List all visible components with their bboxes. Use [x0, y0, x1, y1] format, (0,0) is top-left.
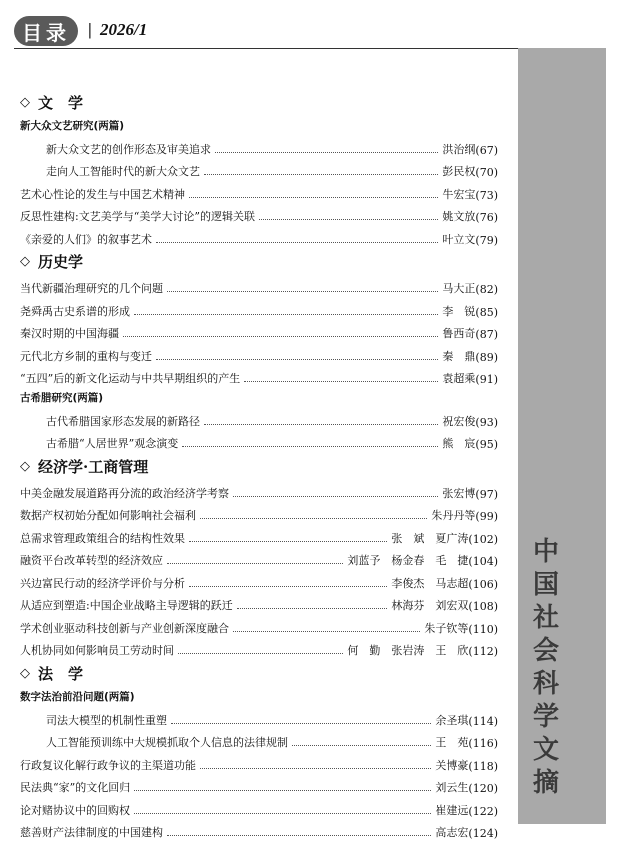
entry-page: (99) [475, 510, 498, 523]
journal-title-char: 社 [532, 603, 559, 633]
section-heading [20, 453, 498, 479]
entry-title: 新大众文艺的创作形态及审美追求 [46, 142, 211, 156]
entry-author: 马大正 [442, 282, 476, 295]
entry-title: 尧舜禹古史系谱的形成 [20, 304, 130, 318]
entry-page: (89) [475, 350, 498, 364]
toc-entry[interactable] [20, 729, 498, 752]
section-title: 经济学·工商管理 [38, 457, 149, 476]
group-heading: 新大众文艺研究(两篇) [20, 119, 125, 132]
toc-entry[interactable] [20, 225, 498, 248]
entry-title: 民法典“家”的文化回归 [20, 781, 131, 794]
dot-leader [292, 745, 431, 746]
entry-author: 高志宏 [435, 826, 469, 839]
journal-title-char: 会 [532, 636, 559, 666]
entry-title: 秦汉时期的中国海疆 [20, 327, 119, 340]
entry-title: 中美金融发展道路再分流的政治经济学考察 [20, 486, 229, 500]
toc-entry[interactable] [20, 430, 498, 453]
entry-title: 古代希腊国家形态发展的新路径 [46, 414, 200, 428]
entry-page: (79) [475, 233, 498, 247]
dot-leader [233, 496, 438, 497]
dot-leader [123, 336, 438, 337]
entry-title: 从适应到塑造:中国企业战略主导逻辑的跃迁 [20, 599, 233, 612]
entry-author: 姚文放 [442, 210, 476, 223]
toc-entry[interactable] [20, 819, 498, 842]
entry-author: 朱子钦等 [424, 621, 469, 635]
section-heading [20, 89, 498, 115]
toc-entry[interactable] [20, 365, 498, 388]
dot-leader [134, 314, 438, 315]
entry-title: 元代北方乡制的重构与变迁 [20, 349, 152, 363]
dot-leader [189, 541, 387, 542]
entry-author: 李俊杰 马志超 [391, 576, 469, 590]
toc-entry[interactable] [20, 203, 498, 226]
toc-entry[interactable] [20, 547, 498, 570]
section-title: 法 学 [38, 664, 84, 683]
entry-page: (73) [475, 188, 498, 202]
entry-title: 当代新疆治理研究的几个问题 [20, 282, 163, 295]
toc-entry[interactable] [20, 180, 498, 203]
dot-leader [156, 242, 438, 243]
toc-entry[interactable] [20, 592, 498, 615]
entry-author: 刘云生 [435, 781, 469, 794]
entry-author: 林海芬 刘宏双 [391, 599, 469, 612]
entry-page: (108) [468, 600, 498, 613]
entry-page: (93) [475, 415, 498, 429]
journal-title-char: 学 [532, 702, 559, 732]
entry-page: (76) [475, 211, 498, 224]
entry-page: (67) [475, 143, 498, 157]
entry-page: (70) [475, 166, 498, 179]
entry-title: 论对赌协议中的回购权 [20, 803, 130, 817]
toc-entry[interactable] [20, 342, 498, 365]
dot-leader [189, 586, 387, 587]
entry-author: 余圣琪 [435, 713, 469, 727]
entry-page: (112) [468, 645, 498, 658]
toc-entry[interactable] [20, 706, 498, 729]
entry-title: 走向人工智能时代的新大众文艺 [46, 165, 200, 178]
entry-title: 行政复议化解行政争议的主渠道功能 [20, 758, 196, 772]
entry-author: 何 勤 张岩涛 王 欣 [347, 644, 469, 657]
entry-page: (87) [475, 328, 498, 341]
entry-page: (116) [468, 737, 498, 750]
diamond-icon: ◇ [20, 665, 30, 681]
entry-author: 袁超乘 [442, 372, 476, 385]
dot-leader [171, 723, 431, 724]
toc-entry[interactable] [20, 796, 498, 819]
entry-title: 古希腊“人居世界”观念演变 [46, 437, 179, 450]
journal-title-char: 文 [532, 735, 559, 765]
entry-page: (114) [468, 714, 498, 728]
dot-leader [200, 768, 431, 769]
entry-author: 祝宏俊 [442, 414, 476, 428]
section-title: 文 学 [38, 93, 84, 112]
entry-page: (95) [475, 438, 498, 451]
entry-title: 兴边富民行动的经济学评价与分析 [20, 576, 185, 590]
dot-leader [167, 563, 343, 564]
entry-page: (91) [475, 373, 498, 386]
entry-title: 学术创业驱动科技创新与产业创新深度融合 [20, 621, 229, 635]
entry-author: 彭民权 [442, 165, 476, 178]
entry-author: 鲁西奇 [442, 327, 476, 340]
entry-author: 刘蓝予 杨金春 毛 捷 [347, 554, 469, 567]
entry-title: 数据产权初始分配如何影响社会福利 [20, 509, 196, 522]
toc-entry[interactable] [20, 774, 498, 797]
entry-author: 张宏博 [442, 486, 476, 500]
entry-author: 熊 宸 [442, 437, 476, 450]
entry-page: (124) [468, 827, 498, 840]
diamond-icon: ◇ [20, 458, 30, 474]
entry-author: 李 锐 [442, 304, 476, 318]
group-heading: 数字法治前沿问题(两篇) [20, 690, 135, 703]
entry-author: 牛宏宝 [442, 187, 476, 201]
entry-title: 人工智能预训练中大规模抓取个人信息的法律规制 [46, 736, 288, 749]
section-heading [20, 249, 498, 275]
toc-entry[interactable] [20, 637, 498, 660]
toc-entry[interactable] [20, 275, 498, 298]
entry-page: (120) [468, 782, 498, 795]
entry-author: 张 斌 夏广涛 [391, 531, 469, 545]
dot-leader [204, 174, 438, 175]
entry-page: (110) [468, 622, 498, 636]
table-of-contents [20, 88, 498, 841]
toc-entry[interactable] [20, 502, 498, 525]
toc-entry[interactable] [20, 135, 498, 158]
toc-entry[interactable] [20, 297, 498, 320]
entry-author: 秦 鼎 [442, 349, 476, 363]
dot-leader [134, 813, 431, 814]
entry-page: (97) [475, 487, 498, 501]
toc-entry[interactable] [20, 479, 498, 502]
dot-leader [215, 152, 438, 153]
entry-author: 关博豪 [435, 758, 469, 772]
toc-entry[interactable] [20, 524, 498, 547]
toc-entry[interactable] [20, 751, 498, 774]
journal-title-vertical [528, 536, 564, 800]
group-heading: 古希腊研究(两篇) [20, 391, 104, 404]
entry-author: 崔建远 [435, 803, 469, 817]
entry-title: 《亲爱的人们》的叙事艺术 [20, 232, 152, 246]
toc-entry[interactable] [20, 614, 498, 637]
entry-title: 人机协同如何影响员工劳动时间 [20, 644, 174, 657]
diamond-icon: ◇ [20, 254, 30, 269]
dot-leader [259, 219, 438, 220]
entry-title: 艺术心性论的发生与中国艺术精神 [20, 187, 185, 201]
dot-leader [244, 381, 438, 382]
entry-author: 洪治纲 [442, 142, 476, 156]
entry-page: (104) [468, 555, 498, 568]
issue-number: 2026/1 [100, 20, 148, 39]
entry-page: (122) [468, 804, 498, 818]
section-title: 历史学 [38, 253, 84, 271]
entry-title: 慈善财产法律制度的中国建构 [20, 826, 163, 839]
entry-author: 王 苑 [435, 736, 469, 749]
entry-author: 朱丹丹等 [431, 509, 476, 522]
toc-entry[interactable] [20, 158, 498, 181]
toc-entry[interactable] [20, 407, 498, 430]
entry-title: 反思性建构:文艺美学与“美学大讨论”的逻辑关联 [20, 210, 255, 223]
entry-title: 总需求管理政策组合的结构性效果 [20, 531, 185, 545]
entry-title: 司法大模型的机制性重塑 [46, 713, 167, 727]
entry-page: (118) [468, 759, 498, 773]
section-heading [20, 660, 498, 686]
entry-page: (82) [475, 283, 498, 296]
dot-leader [178, 653, 343, 654]
journal-title-char: 国 [532, 570, 559, 600]
dot-leader [167, 835, 431, 836]
toc-entry[interactable] [20, 320, 498, 343]
issue-separator: | [88, 20, 92, 39]
dot-leader [182, 446, 438, 447]
entry-author: 叶立文 [442, 232, 476, 246]
entry-title: 融资平台改革转型的经济效应 [20, 554, 163, 567]
issue-label [88, 20, 147, 40]
dot-leader [156, 359, 438, 360]
contents-badge: 目录 [14, 16, 78, 46]
dot-leader [204, 424, 438, 425]
entry-page: (85) [475, 305, 498, 319]
entry-page: (106) [468, 577, 498, 591]
dot-leader [200, 518, 427, 519]
dot-leader [189, 197, 438, 198]
entry-title: “五四”后的新文化运动与中共早期组织的产生 [20, 372, 241, 385]
entry-page: (102) [468, 532, 498, 546]
journal-title-char: 摘 [532, 768, 559, 798]
diamond-icon: ◇ [20, 94, 30, 110]
journal-title-char: 中 [532, 537, 559, 567]
dot-leader [233, 631, 420, 632]
journal-title-char: 科 [532, 669, 559, 699]
dot-leader [134, 790, 431, 791]
dot-leader [237, 608, 388, 609]
dot-leader [167, 291, 438, 292]
toc-entry[interactable] [20, 569, 498, 592]
